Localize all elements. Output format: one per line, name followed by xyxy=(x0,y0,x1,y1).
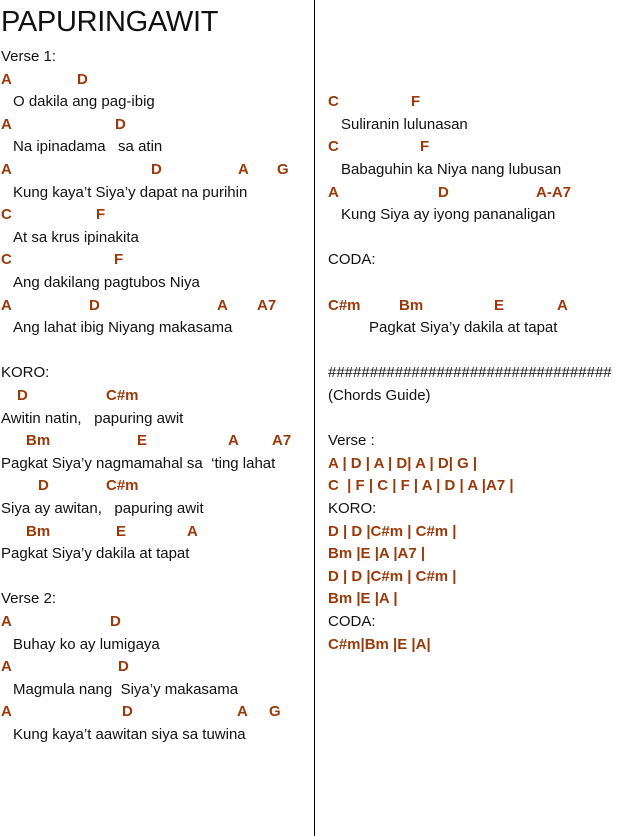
chord: A xyxy=(1,658,12,676)
chord: A xyxy=(228,432,239,450)
section-label: CODA: xyxy=(328,251,376,269)
lyric-line: Magmula nang Siya’y makasama xyxy=(13,680,239,698)
chord: A xyxy=(238,161,249,178)
chord: F xyxy=(114,251,124,269)
chord: F xyxy=(96,206,106,224)
chord-guide-line: C | F | C | F | A | D | A |A7 | xyxy=(328,477,514,495)
chord: C#m xyxy=(328,296,361,314)
chord: G xyxy=(269,703,281,721)
lyric-line: Buhay ko ay lumigaya xyxy=(13,635,160,653)
chord: F xyxy=(420,138,430,156)
chord: G xyxy=(277,161,289,178)
column-divider xyxy=(314,0,315,836)
chord: A7 xyxy=(257,296,277,314)
chord: A xyxy=(187,522,198,540)
chord: C xyxy=(1,251,12,269)
chord: D xyxy=(110,613,121,630)
lyric-line: Kung kaya’t Siya’y dapat na purihin xyxy=(13,183,248,201)
chord: C#m xyxy=(106,477,139,495)
chord: D xyxy=(77,70,88,88)
chord: A xyxy=(1,70,12,88)
chord-guide-line: Bm |E |A |A7 | xyxy=(328,545,426,563)
chord: D xyxy=(115,115,126,133)
chord: A xyxy=(1,161,12,178)
lyric-line: Ang lahat ibig Niyang makasama xyxy=(13,319,233,337)
section-label: Verse 1: xyxy=(1,48,57,65)
chord: D xyxy=(122,703,133,721)
chord: C xyxy=(328,138,339,156)
chord: F xyxy=(411,93,421,111)
lyric-line: At sa krus ipinakita xyxy=(13,228,139,246)
chord: A xyxy=(1,115,12,133)
section-label: Verse : xyxy=(328,432,375,450)
section-label: Verse 2: xyxy=(1,590,57,608)
lyric-line: Siya ay awitan, papuring awit xyxy=(1,500,204,517)
chord: Bm xyxy=(26,522,51,540)
chord: E xyxy=(116,522,127,540)
lyric-line: Pagkat Siya’y nagmamahal sa ‘ting lahat xyxy=(1,454,276,472)
lyric-line: Suliranin lulunasan xyxy=(341,115,468,133)
chord: A xyxy=(217,296,228,314)
chord: E xyxy=(494,296,505,314)
chord: C xyxy=(328,93,339,111)
lyric-line: Ang dakilang pagtubos Niya xyxy=(13,274,200,291)
chord-guide-line: Bm |E |A | xyxy=(328,590,398,608)
chord-guide-line: D | D |C#m | C#m | xyxy=(328,567,457,585)
lyric-line: Na ipinadama sa atin xyxy=(13,138,163,156)
lyric-line: Awitin natin, papuring awit xyxy=(1,409,184,427)
chord: C xyxy=(1,206,12,224)
chord: D xyxy=(118,658,129,676)
lyric-line: Babaguhin ka Niya nang lubusan xyxy=(341,161,562,178)
chord-guide-line: C#m|Bm |E |A| xyxy=(328,635,431,653)
chord: A7 xyxy=(272,432,292,450)
chord: A xyxy=(1,613,12,630)
chord: A xyxy=(237,703,248,721)
section-label: CODA: xyxy=(328,613,376,630)
chord: Bm xyxy=(26,432,51,450)
chord: E xyxy=(137,432,148,450)
chord: D xyxy=(151,161,162,178)
song-title: PAPURINGAWIT xyxy=(1,6,219,38)
chord: A xyxy=(328,183,339,201)
section-label: ################################## xyxy=(328,364,612,382)
chord: A xyxy=(557,296,568,314)
chord: D xyxy=(17,387,28,404)
chord-guide-line: D | D |C#m | C#m | xyxy=(328,522,457,540)
chord: A xyxy=(1,296,12,314)
chord: C#m xyxy=(106,387,139,404)
chord: D xyxy=(438,183,449,201)
section-label: (Chords Guide) xyxy=(328,387,431,404)
chord: D xyxy=(38,477,49,495)
chord: A-A7 xyxy=(536,183,572,201)
lyric-line: Pagkat Siya’y dakila at tapat xyxy=(1,545,190,563)
chord-guide-line: A | D | A | D| A | D| G | xyxy=(328,454,478,472)
lyric-line: O dakila ang pag-ibig xyxy=(13,93,155,111)
chord: A xyxy=(1,703,12,721)
chord: Bm xyxy=(399,296,424,314)
section-label: KORO: xyxy=(328,500,377,517)
lyric-line: Pagkat Siya’y dakila at tapat xyxy=(369,319,558,337)
lyric-line: Kung Siya ay iyong pananaligan xyxy=(341,206,556,224)
chord: D xyxy=(89,296,100,314)
section-label: KORO: xyxy=(1,364,50,382)
lyric-line: Kung kaya’t aawitan siya sa tuwina xyxy=(13,726,246,743)
